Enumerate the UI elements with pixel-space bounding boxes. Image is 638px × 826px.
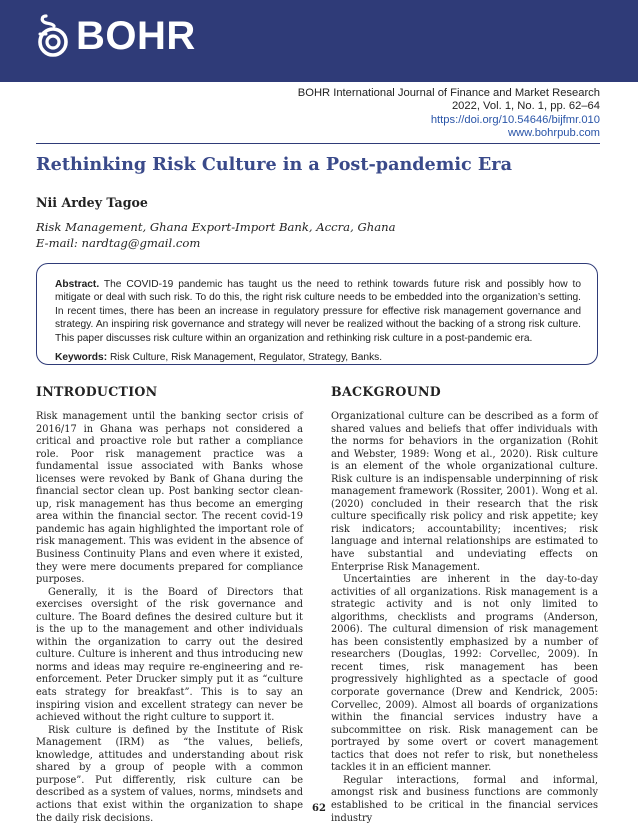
abstract-label: Abstract.: [55, 279, 100, 290]
introduction-column: [36, 411, 303, 825]
journal-meta: [298, 87, 600, 141]
background-heading: BACKGROUND: [331, 384, 441, 399]
abstract-paragraph: [55, 278, 581, 345]
journal-issue: 2022, Vol. 1, No. 1, pp. 62–64: [451, 100, 600, 113]
header-banner: [0, 0, 638, 82]
bohr-logo-icon: [36, 14, 70, 58]
journal-name: BOHR International Journal of Finance and Market Research: [297, 87, 600, 99]
background-paragraph-2: Uncertainties are inherent in the day-to-day activities of all organizations. Risk management is a strategic activity and is not only limited to algorithms, checklists and programs (Anderson, 2006). The cultural dimension of risk management has been consistently emphasized by a number of researchers (Douglas, 1992: Corvellec, 2009). In recent times, risk management has been progressively highlighted as a spectacle of good corporate governance (Drew and Kendrick, 2005: Corvellec, 2009). Almost all boards of organizations within the financial services industry have a subcommittee on risk. Risk management can be portrayed by some overt or covert management tactics that does not refer to risk, but nonetheless tackles it in an efficient manner.: [331, 574, 598, 774]
introduction-heading: INTRODUCTION: [36, 384, 158, 399]
abstract-text: The COVID-19 pandemic has taught us the need to rethink towards future risk and possibly how to mitigate or deal with such risk. To do this, the right risk culture needs to be embedded into the organization’s setting. In recent times, there has been an increase in regulatory pressure for effective risk management governance and strategy. An inspiring risk governance and strategy will never be realized without the backing of a strong risk culture. This paper discusses risk culture within an organization and rethinking risk culture in a post-pandemic era.: [55, 279, 581, 344]
bohr-logo[interactable]: [36, 14, 196, 58]
affiliation-line: Risk Management, Ghana Export-Import Bank, Accra, Ghana: [36, 220, 396, 234]
article-title: Rethinking Risk Culture in a Post-pandemic Era: [36, 154, 512, 175]
keywords-text: Risk Culture, Risk Management, Regulator, Strategy, Banks.: [109, 352, 383, 364]
keywords-line: [55, 351, 581, 364]
keywords-label: Keywords:: [55, 352, 108, 364]
brand-name: BOHR: [76, 14, 196, 58]
page-number: 62: [312, 803, 326, 814]
background-paragraph-1: Organizational culture can be described as a form of shared values and beliefs that offer individuals with the norms for behaviors in the organization (Rohit and Webster, 1989: Wong et al., 2020). Risk culture is an element of the whole organizational culture. Risk culture is an indispensable underpinning of risk management framework (Rossiter, 2001). Wong et al. (2020) concluded in their research that the risk culture specifically risk policy and risk appetite; key risk indicators; accountability; incentives; risk language and internal relationships are estimated to have substantial and undeviating effects on Enterprise Risk Management.: [331, 411, 598, 573]
intro-paragraph-2: Generally, it is the Board of Directors that exercises oversight of the risk governance and culture. The Board defines the desired culture but it is the up to the management and other individuals within the organization to carry out the desired culture. Culture is inherent and thus introducing new norms and ideas may require re-engineering and re-enforcement. Peter Drucker simply put it as “culture eats strategy for breakfast”. This is to say an inspiring vision and excellent strategy can never be achieved without the right culture to support it.: [36, 586, 303, 724]
background-paragraph-3: Regular interactions, formal and informal, amongst risk and business functions are commonly established to be critical in the financial services industry: [331, 774, 598, 824]
background-column: [331, 411, 598, 825]
author-affiliation: [36, 219, 395, 251]
intro-paragraph-1: Risk management until the banking sector crisis of 2016/17 in Ghana was perhaps not considered a critical and proactive role but rather a compliance role. Poor risk management practice was a fundamental issue associated with Banks whose licenses were revoked by Bank of Ghana during the financial sector clean up. Post banking sector clean-up, risk management has thus become an emerging area within the financial sector. The recent covid-19 pandemic has again highlighted the important role of risk management. This was evident in the absence of Business Continuity Plans and even where it existed, they were mere documents prepared for compliance purposes.: [36, 411, 303, 586]
author-email[interactable]: E-mail: nardtag@gmail.com: [36, 236, 201, 250]
website-link[interactable]: www.bohrpub.com: [507, 127, 600, 140]
header-divider: [36, 143, 600, 144]
author-name: Nii Ardey Tagoe: [36, 195, 148, 210]
intro-paragraph-3: Risk culture is defined by the Institute of Risk Management (IRM) as “the values, beliefs, knowledge, attitudes and understanding about risk shared by a group of people with a common purpose”. Put differently, risk culture can be described as a system of values, norms, mindsets and actions that exist within the organization to shape the daily risk decisions.: [36, 724, 303, 824]
doi-link[interactable]: https://doi.org/10.54646/bijfmr.010: [430, 113, 600, 126]
abstract-box: [36, 263, 598, 365]
